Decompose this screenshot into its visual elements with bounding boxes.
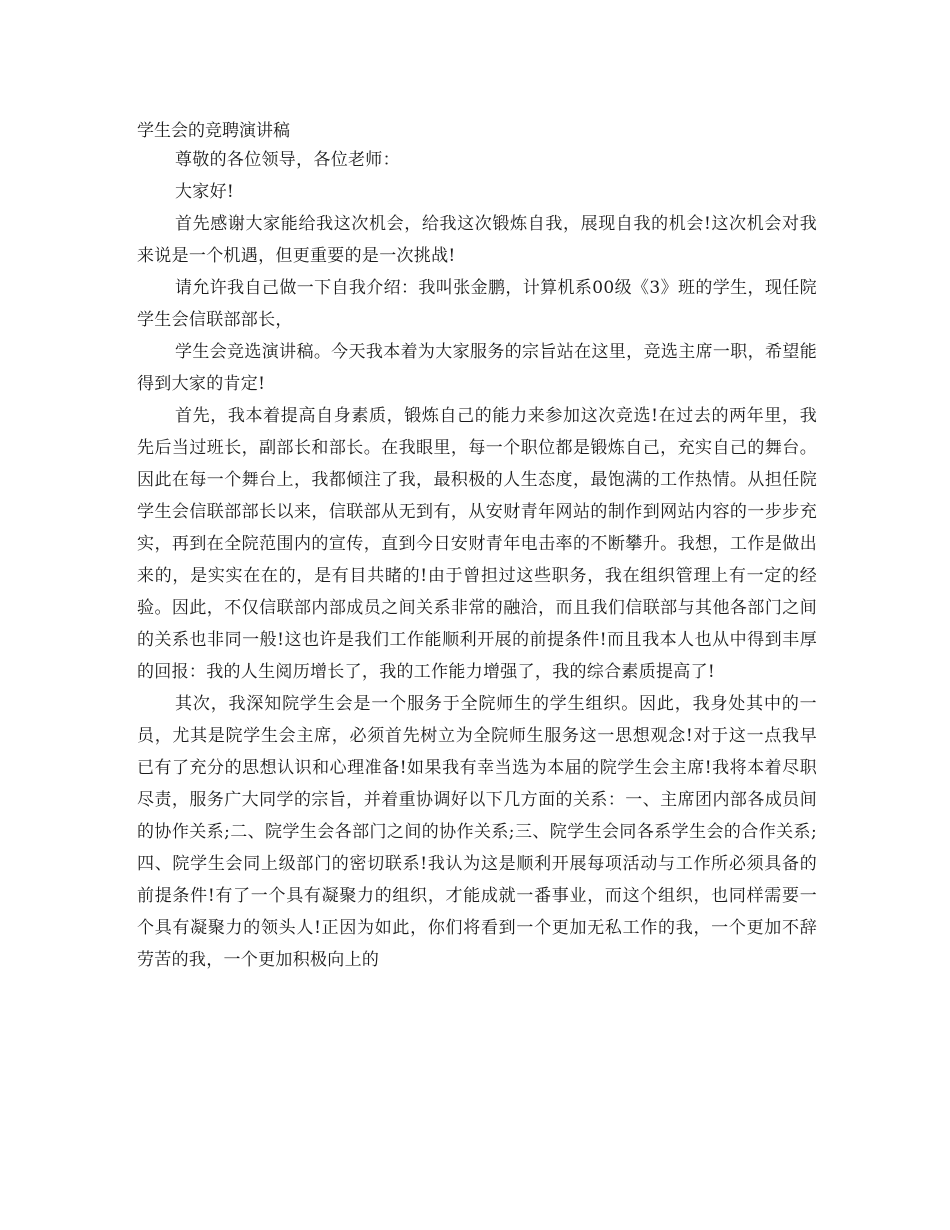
paragraph-greeting: 大家好! — [175, 182, 235, 202]
paragraph-purpose: 学生会竞选演讲稿。今天我本着为大家服务的宗旨站在这里，竞选主席一职，希望能得到大家的肯定! — [137, 342, 817, 394]
paragraph-thanks: 首先感谢大家能给我这次机会，给我这次锻炼自我，展现自我的机会!这次机会对我来说是一个机遇，但更重要的是一次挑战! — [137, 214, 817, 266]
paragraph-first-point: 首先，我本着提高自身素质，锻炼自己的能力来参加这次竞选!在过去的两年里，我先后当过班长，副部长和部长。在我眼里，每一个职位都是锻炼自己，充实自己的舞台。因此在每一个舞台上，我都倾注了我，最积极的人生态度，最饱满的工作热情。从担任院学生会信联部部长以来，信联部从无到有，从安财青年网站的制作到网站内容的一步步充实，再到在全院范围内的宣传，直到今日安财青年电击率的不断攀升。我想，工作是做出来的，是实实在在的，是有目共睹的!由于曾担过这些职务，我在组织管理上有一定的经验。因此，不仅信联部内部成员之间关系非常的融洽，而且我们信联部与其他各部门之间的关系也非同一般!这也许是我们工作能顺利开展的前提条件!而且我本人也从中得到丰厚的回报：我的人生阅历增长了，我的工作能力增强了，我的综合素质提高了! — [137, 406, 817, 682]
paragraph-self-introduction: 请允许我自己做一下自我介绍：我叫张金鹏，计算机系00级《3》班的学生，现任院学生会信联部部长， — [137, 278, 817, 330]
paragraph-second-point: 其次，我深知院学生会是一个服务于全院师生的学生组织。因此，我身处其中的一员，尤其是院学生会主席，必须首先树立为全院师生服务这一思想观念!对于这一点我早已有了充分的思想认识和心理准备!如果我有幸当选为本届的院学生会主席!我将本着尽职尽责，服务广大同学的宗旨，并着重协调好以下几方面的关系：一、主席团内部各成员间的协作关系;二、院学生会各部门之间的协作关系;三、院学生会同各系学生会的合作关系;四、院学生会同上级部门的密切联系!我认为这是顺利开展每项活动与工作所必须具备的前提条件!有了一个具有凝聚力的组织，才能成就一番事业，而这个组织，也同样需要一个具有凝聚力的领头人!正因为如此，你们将看到一个更加无私工作的我，一个更加不辞劳苦的我，一个更加积极向上的 — [137, 694, 817, 970]
document-title: 学生会的竞聘演讲稿 — [137, 121, 290, 141]
document-body — [137, 118, 817, 976]
paragraph-salutation: 尊敬的各位领导，各位老师： — [175, 150, 400, 170]
